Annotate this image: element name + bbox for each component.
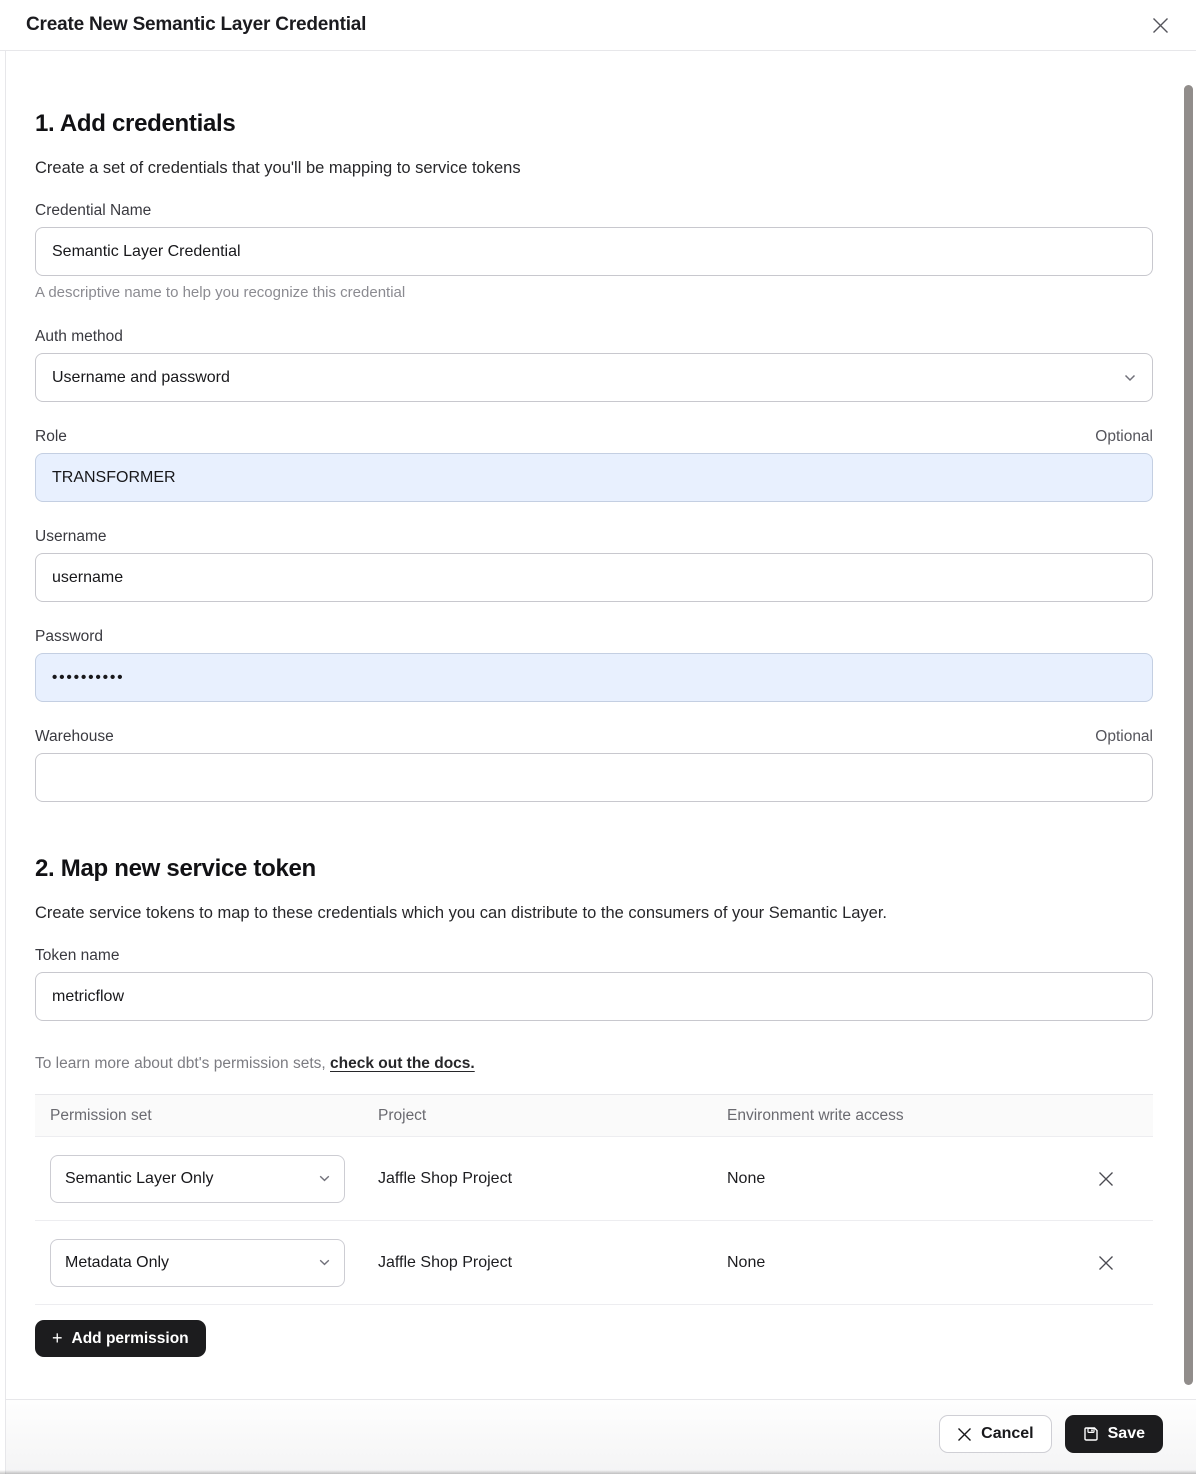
token-name-field-group bbox=[35, 945, 1153, 1021]
username-field-group bbox=[35, 526, 1153, 602]
modal-footer bbox=[0, 1399, 1196, 1474]
password-label: Password bbox=[35, 628, 104, 645]
permission-set-select[interactable] bbox=[50, 1239, 345, 1287]
table-row bbox=[35, 1137, 1153, 1221]
chevron-down-icon bbox=[319, 1175, 330, 1182]
modal-content bbox=[0, 51, 1196, 1399]
backdrop-edge bbox=[0, 51, 6, 1474]
section2-heading: 2. Map new service token bbox=[35, 855, 316, 882]
role-label: Role bbox=[35, 428, 67, 445]
docs-text: To learn more about dbt's permission sets, bbox=[35, 1055, 331, 1072]
credential-name-helper: A descriptive name to help you recognize this credential bbox=[35, 284, 406, 301]
permission-set-value: Metadata Only bbox=[65, 1253, 170, 1271]
role-optional-tag: Optional bbox=[1095, 428, 1153, 445]
username-label: Username bbox=[35, 528, 107, 545]
auth-method-select[interactable] bbox=[35, 353, 1153, 402]
token-name-input[interactable] bbox=[35, 972, 1153, 1021]
env-write-access-cell: None bbox=[727, 1169, 766, 1187]
modal-title: Create New Semantic Layer Credential bbox=[26, 14, 367, 35]
cancel-button[interactable] bbox=[939, 1415, 1051, 1453]
col-header-permission-set: Permission set bbox=[50, 1106, 152, 1124]
save-label: Save bbox=[1107, 1425, 1145, 1442]
project-cell: Jaffle Shop Project bbox=[378, 1253, 513, 1271]
section2-description: Create service tokens to map to these credentials which you can distribute to the consumers of your Semantic Layer. bbox=[35, 904, 888, 922]
role-field-group bbox=[35, 426, 1153, 502]
credential-name-label: Credential Name bbox=[35, 202, 152, 219]
save-button[interactable] bbox=[1065, 1415, 1163, 1453]
cancel-label: Cancel bbox=[981, 1425, 1034, 1442]
project-cell: Jaffle Shop Project bbox=[378, 1169, 513, 1187]
permissions-table-header bbox=[35, 1095, 1153, 1137]
section1-heading: 1. Add credentials bbox=[35, 110, 236, 137]
bottom-edge-shadow bbox=[0, 1470, 1196, 1474]
password-input[interactable] bbox=[35, 653, 1153, 702]
plus-icon: + bbox=[52, 1328, 63, 1348]
warehouse-field-group bbox=[35, 726, 1153, 802]
password-field-group bbox=[35, 626, 1153, 702]
close-button[interactable] bbox=[1146, 11, 1174, 39]
scrollbar-thumb[interactable] bbox=[1184, 85, 1193, 1385]
chevron-down-icon bbox=[319, 1259, 330, 1266]
token-name-label: Token name bbox=[35, 947, 120, 964]
env-write-access-cell: None bbox=[727, 1253, 766, 1271]
warehouse-input[interactable] bbox=[35, 753, 1153, 802]
remove-row-button[interactable] bbox=[1091, 1248, 1121, 1278]
add-permission-button[interactable] bbox=[35, 1320, 206, 1357]
warehouse-optional-tag: Optional bbox=[1095, 728, 1153, 745]
permission-set-select[interactable] bbox=[50, 1155, 345, 1203]
remove-x-icon bbox=[1098, 1171, 1114, 1187]
add-permission-label: Add permission bbox=[71, 1329, 189, 1347]
permission-docs-line bbox=[35, 1054, 1153, 1074]
auth-method-value: Username and password bbox=[52, 368, 230, 386]
col-header-env-write-access: Environment write access bbox=[727, 1106, 904, 1124]
col-header-project: Project bbox=[378, 1106, 427, 1124]
close-icon bbox=[1152, 17, 1169, 34]
section1-description: Create a set of credentials that you'll be mapping to service tokens bbox=[35, 159, 521, 177]
remove-row-button[interactable] bbox=[1091, 1164, 1121, 1194]
table-row bbox=[35, 1221, 1153, 1305]
role-input[interactable] bbox=[35, 453, 1153, 502]
credential-name-field-group bbox=[35, 200, 1153, 302]
chevron-down-icon bbox=[1124, 374, 1136, 382]
save-icon bbox=[1083, 1426, 1099, 1442]
warehouse-label: Warehouse bbox=[35, 728, 114, 745]
auth-method-label: Auth method bbox=[35, 328, 123, 345]
auth-method-field-group bbox=[35, 326, 1153, 402]
permissions-table bbox=[35, 1094, 1153, 1305]
remove-x-icon bbox=[1098, 1255, 1114, 1271]
credential-name-input[interactable] bbox=[35, 227, 1153, 276]
modal-header bbox=[0, 0, 1196, 51]
username-input[interactable] bbox=[35, 553, 1153, 602]
docs-link[interactable]: check out the docs. bbox=[330, 1055, 475, 1072]
permission-set-value: Semantic Layer Only bbox=[65, 1169, 214, 1187]
cancel-x-icon bbox=[957, 1427, 972, 1442]
